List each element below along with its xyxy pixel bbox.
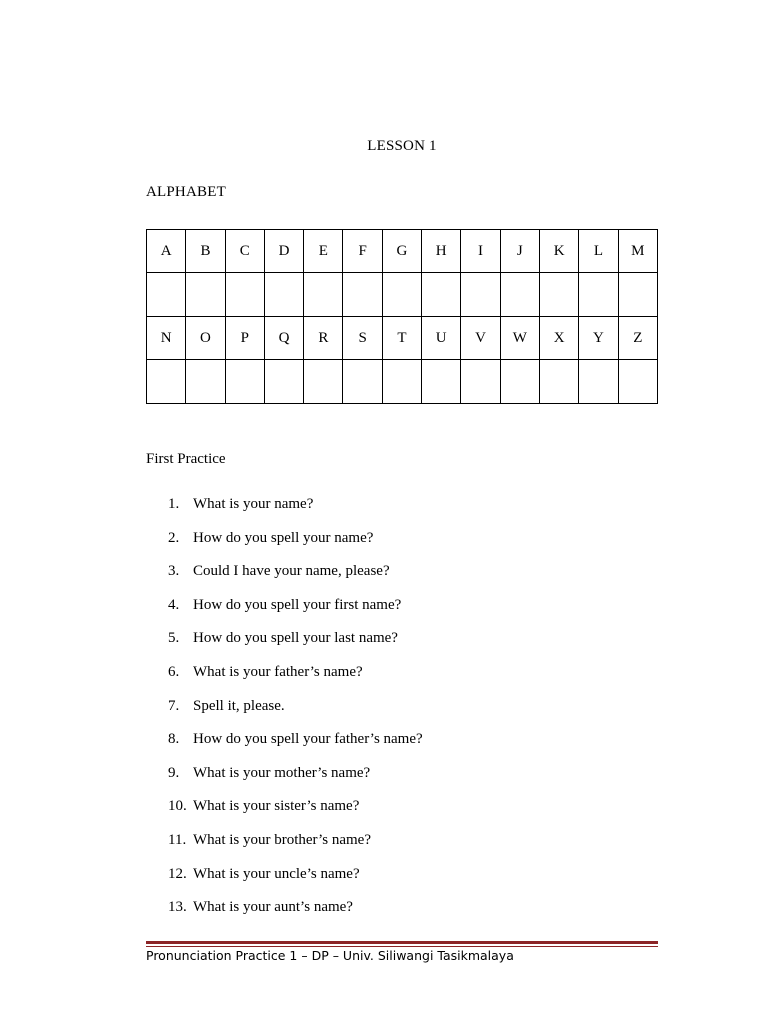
question-number: 4. <box>168 596 180 613</box>
question-item <box>168 899 423 933</box>
question-text: What is your uncle’s name? <box>193 865 360 882</box>
alphabet-blank-cell <box>343 273 382 317</box>
alphabet-blank-cell <box>343 360 382 404</box>
question-number: 2. <box>168 529 180 546</box>
alphabet-letter-row <box>147 230 658 273</box>
alphabet-letter-cell: D <box>264 230 303 273</box>
alphabet-letter-cell: J <box>500 230 539 273</box>
page-title: LESSON 1 <box>367 138 437 154</box>
alphabet-letter-cell: R <box>304 317 343 360</box>
alphabet-letter-cell: N <box>147 317 186 360</box>
question-text: How do you spell your last name? <box>193 630 398 647</box>
question-text: What is your aunt’s name? <box>193 899 353 916</box>
question-number: 10. <box>168 798 187 815</box>
alphabet-blank-cell <box>579 360 618 404</box>
practice-heading: First Practice <box>146 451 226 467</box>
question-item <box>168 765 423 799</box>
question-item <box>168 563 423 597</box>
question-number: 5. <box>168 630 180 647</box>
alphabet-blank-row <box>147 360 658 404</box>
footer-text: Pronunciation Practice 1 – DP – Univ. Siliwangi Tasikmalaya <box>146 948 514 963</box>
question-text: How do you spell your first name? <box>193 596 402 613</box>
alphabet-letter-cell: T <box>382 317 421 360</box>
alphabet-letter-cell: X <box>539 317 578 360</box>
alphabet-blank-cell <box>147 273 186 317</box>
question-number: 7. <box>168 697 180 714</box>
question-item <box>168 530 423 564</box>
alphabet-letter-cell: K <box>539 230 578 273</box>
alphabet-blank-cell <box>264 360 303 404</box>
alphabet-blank-cell <box>147 360 186 404</box>
alphabet-letter-cell: Q <box>264 317 303 360</box>
alphabet-blank-cell <box>225 360 264 404</box>
question-text: Could I have your name, please? <box>193 563 390 580</box>
alphabet-blank-cell <box>304 273 343 317</box>
question-item <box>168 798 423 832</box>
alphabet-letter-row <box>147 317 658 360</box>
alphabet-blank-cell <box>186 360 225 404</box>
alphabet-letter-cell: W <box>500 317 539 360</box>
question-item <box>168 664 423 698</box>
question-item <box>168 496 423 530</box>
alphabet-letter-cell: O <box>186 317 225 360</box>
alphabet-blank-cell <box>618 273 657 317</box>
alphabet-blank-cell <box>500 360 539 404</box>
question-item <box>168 731 423 765</box>
alphabet-blank-cell <box>539 273 578 317</box>
alphabet-blank-cell <box>304 360 343 404</box>
question-item <box>168 866 423 900</box>
question-number: 1. <box>168 496 180 512</box>
alphabet-letter-cell: B <box>186 230 225 273</box>
question-number: 9. <box>168 764 180 781</box>
alphabet-blank-cell <box>382 360 421 404</box>
alphabet-letter-cell: V <box>461 317 500 360</box>
question-text: What is your sister’s name? <box>193 798 360 815</box>
alphabet-blank-row <box>147 273 658 317</box>
question-text: What is your father’s name? <box>193 663 363 680</box>
question-item <box>168 630 423 664</box>
question-item <box>168 832 423 866</box>
footer-rule-thick <box>146 941 658 944</box>
question-number: 12. <box>168 865 187 882</box>
alphabet-blank-cell <box>500 273 539 317</box>
alphabet-letter-cell: H <box>422 230 461 273</box>
alphabet-letter-cell: L <box>579 230 618 273</box>
alphabet-table-body <box>147 230 658 404</box>
alphabet-blank-cell <box>264 273 303 317</box>
question-number: 13. <box>168 899 187 916</box>
alphabet-letter-cell: M <box>618 230 657 273</box>
alphabet-letter-cell: U <box>422 317 461 360</box>
alphabet-letter-cell: E <box>304 230 343 273</box>
alphabet-letter-cell: Z <box>618 317 657 360</box>
alphabet-letter-cell: I <box>461 230 500 273</box>
alphabet-blank-cell <box>579 273 618 317</box>
alphabet-letter-cell: C <box>225 230 264 273</box>
alphabet-letter-cell: Y <box>579 317 618 360</box>
alphabet-blank-cell <box>618 360 657 404</box>
alphabet-blank-cell <box>422 360 461 404</box>
alphabet-letter-cell: F <box>343 230 382 273</box>
alphabet-blank-cell <box>186 273 225 317</box>
question-item <box>168 597 423 631</box>
question-item <box>168 698 423 732</box>
alphabet-blank-cell <box>461 360 500 404</box>
alphabet-blank-cell <box>225 273 264 317</box>
question-list <box>168 496 423 933</box>
footer-rule-thin <box>146 946 658 947</box>
alphabet-blank-cell <box>539 360 578 404</box>
alphabet-letter-cell: A <box>147 230 186 273</box>
alphabet-letter-cell: G <box>382 230 421 273</box>
question-number: 6. <box>168 663 180 680</box>
alphabet-blank-cell <box>422 273 461 317</box>
alphabet-letter-cell: S <box>343 317 382 360</box>
question-text: What is your brother’s name? <box>193 831 372 848</box>
alphabet-blank-cell <box>382 273 421 317</box>
question-number: 8. <box>168 731 180 748</box>
alphabet-blank-cell <box>461 273 500 317</box>
question-text: Spell it, please. <box>193 697 285 714</box>
question-text: What is your mother’s name? <box>193 764 371 781</box>
section-heading-alphabet: ALPHABET <box>146 184 226 200</box>
alphabet-table <box>146 229 658 404</box>
alphabet-letter-cell: P <box>225 317 264 360</box>
question-number: 11. <box>168 831 187 848</box>
question-number: 3. <box>168 563 180 580</box>
question-text: How do you spell your father’s name? <box>193 731 423 748</box>
question-text: How do you spell your name? <box>193 529 374 546</box>
question-text: What is your name? <box>193 496 314 512</box>
